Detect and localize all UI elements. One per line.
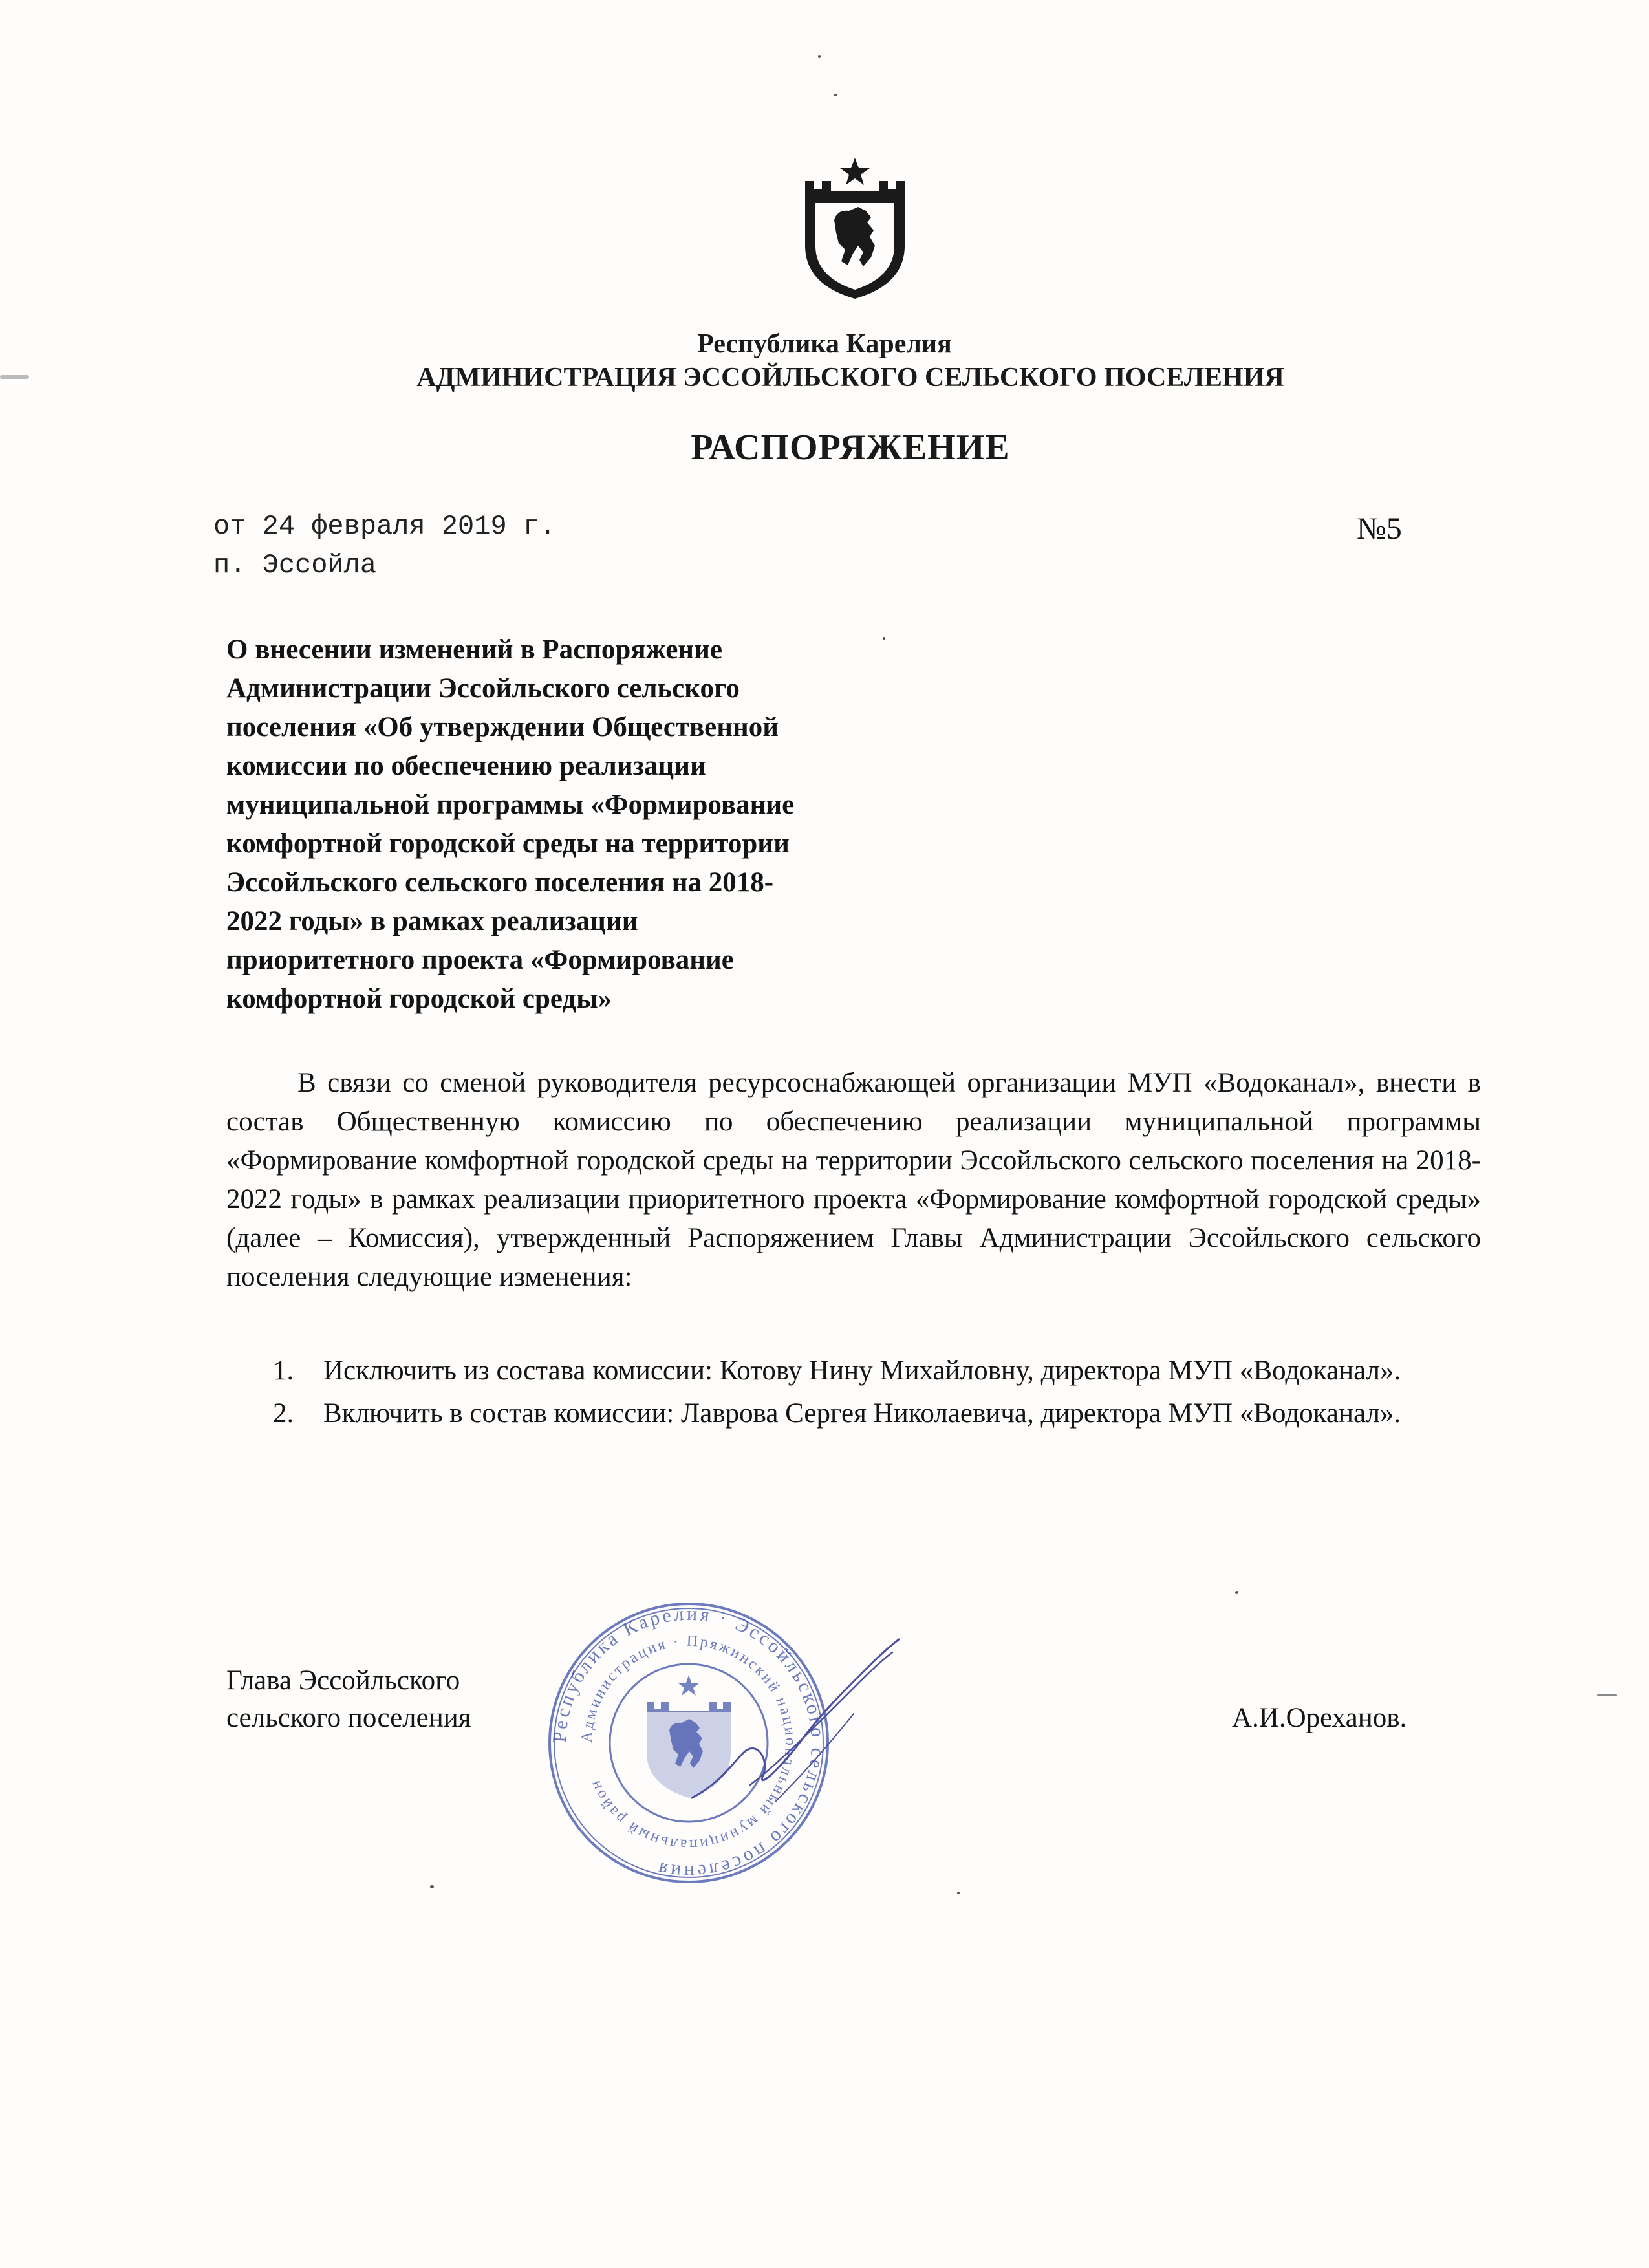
list-item [226,1352,1481,1390]
document-date: от 24 февраля 2019 г. [213,511,556,542]
stamp-inner-text: Администрация · Пряжинский национальный муниципальный район [578,1632,799,1853]
list-item-number: 2. [273,1398,294,1429]
subject-line: поселения «Об утверждении Общественной [226,712,779,742]
scan-speck [430,1885,434,1888]
scan-speck [818,55,821,58]
document-subject [226,631,912,1019]
subject-line: приоритетного проекта «Формирование [226,945,734,975]
list-item-text: Включить в состав комиссии: Лаврова Сергея Николаевича, директора МУП «Водоканал». [323,1398,1401,1429]
stamp-outer-text: Республика Карелия · Эссойльского сельского поселения [548,1603,829,1883]
document-number: №5 [1357,512,1402,546]
scan-speck [0,375,29,379]
subject-line: Эссойльского сельского поселения на 2018- [226,867,774,898]
list-item-number: 1. [273,1355,294,1386]
subject-line: муниципальной программы «Формирование [226,790,795,820]
scan-speck [1235,1591,1238,1594]
scan-speck [957,1892,960,1894]
list-item [226,1394,1481,1433]
body-paragraph: В связи со сменой руководителя ресурсоснабжающей организации МУП «Водоканал», внести в состав Общественную комиссию по обеспечению реализации муниципальной программы «Формирование комфортной городской среды на территории Эссойльского сельского поселения на 2018-2022 годы» в рамках реализации приоритетного проекта «Формирование комфортной городской среды» (далее – Комиссия), утвержденный Распоряжением Главы Администрации Эссойльского сельского поселения следующие изменения: [226,1068,1481,1292]
scan-speck [883,637,885,640]
changes-list [226,1352,1481,1437]
region-name: Республика Карелия [697,329,952,359]
subject-line: Администрации Эссойльского сельского [226,673,740,704]
scan-speck [1597,1694,1617,1696]
signatory-name: А.И.Ореханов. [1232,1703,1407,1733]
document-type-title: РАСПОРЯЖЕНИЕ [691,427,1010,468]
subject-line: комфортной городской среды» [226,984,612,1014]
coat-of-arms-emblem [799,155,912,301]
handwritten-signature [679,1636,938,1830]
subject-line: комиссии по обеспечению реализации [226,751,706,781]
administration-name: АДМИНИСТРАЦИЯ ЭССОЙЛЬСКОГО СЕЛЬСКОГО ПОСЕЛЕНИЯ [416,363,1284,393]
signatory-title-line: Глава Эссойльского [226,1665,460,1696]
signatory-title [226,1662,471,1737]
list-item-text: Исключить из состава комиссии: Котову Нину Михайловну, директора МУП «Водоканал». [323,1355,1401,1386]
subject-line: О внесении изменений в Распоряжение [226,634,722,665]
signatory-title-line: сельского поселения [226,1703,471,1733]
document-place: п. Эссойла [213,550,377,581]
subject-line: 2022 годы» в рамках реализации [226,906,638,936]
subject-line: комфортной городской среды на территории [226,828,790,859]
scan-speck [834,94,837,96]
